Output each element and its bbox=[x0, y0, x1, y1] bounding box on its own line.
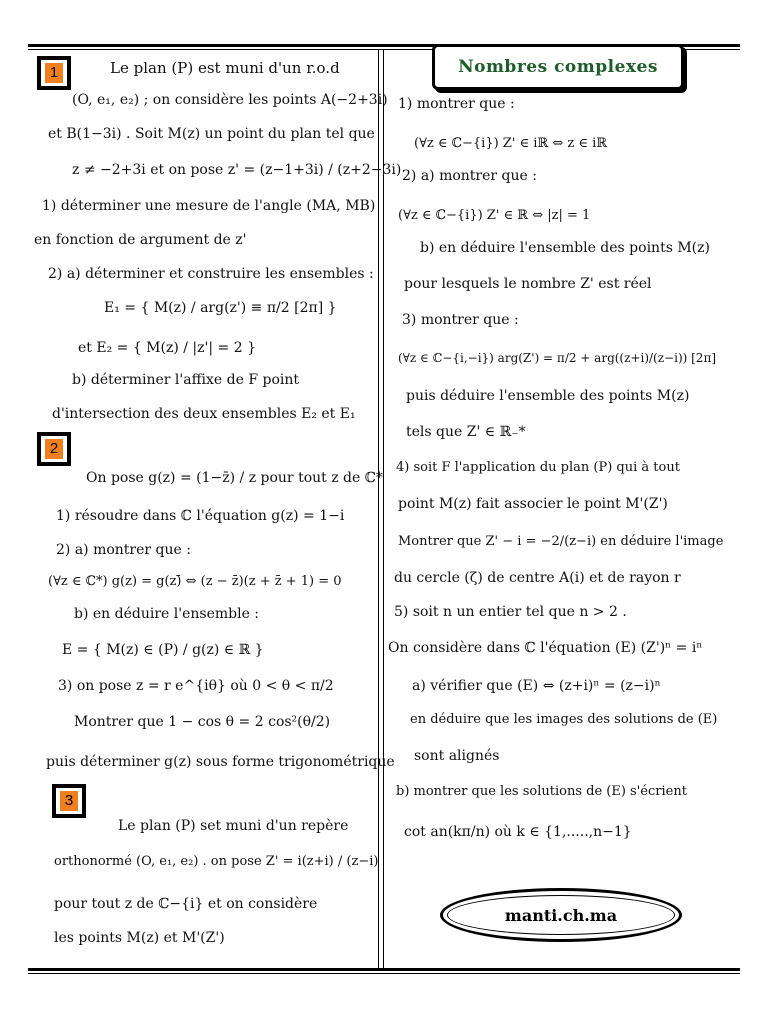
ex3-points: les points M(z) et M'(Z') bbox=[54, 930, 225, 946]
r-question-2b: b) en déduire l'ensemble des points M(z) bbox=[420, 240, 710, 256]
badge-number: 1 bbox=[45, 63, 63, 83]
ex2-question-2a: 2) a) montrer que : bbox=[56, 542, 191, 558]
column-divider-left bbox=[378, 50, 379, 968]
r-argument-relation: (∀z ∈ ℂ−{i,−i}) arg(Z') = π/2 + arg((z+i)/(z−i)) [2π] bbox=[398, 351, 717, 365]
ex2-question-2b: b) en déduire l'ensemble : bbox=[74, 606, 260, 622]
r-question-5b: b) montrer que les solutions de (E) s'écrient bbox=[396, 784, 687, 799]
ex1-question-2b: b) déterminer l'affixe de F point bbox=[72, 372, 300, 388]
r-question-4-image: Montrer que Z' − i = −2/(z−i) en déduire l'image bbox=[398, 534, 724, 549]
bottom-rule-thick bbox=[28, 968, 740, 971]
r-question-2a: 2) a) montrer que : bbox=[402, 168, 537, 184]
r-question-4-cont: point M(z) fait associer le point M'(Z') bbox=[398, 496, 668, 512]
ex2-intro: On pose g(z) = (1−z̄) / z pour tout z de ℂ* bbox=[86, 470, 383, 486]
ex1-set-e2: et E₂ = { M(z) / |z'| = 2 } bbox=[78, 340, 256, 356]
r-question-2b-cont: pour lesquels le nombre Z' est réel bbox=[404, 276, 652, 292]
site-label: manti.ch.ma bbox=[440, 888, 682, 942]
r-question-4: 4) soit F l'application du plan (P) qui à tout bbox=[396, 460, 680, 475]
ex3-domain: pour tout z de ℂ−{i} et on considère bbox=[54, 896, 318, 912]
ex2-trig-form: puis déterminer g(z) sous forme trigonométrique bbox=[46, 754, 395, 770]
ex1-definition: z ≠ −2+3i et on pose z' = (z−1+3i) / (z+2−3i) bbox=[72, 162, 402, 178]
ex1-set-e1: E₁ = { M(z) / arg(z') ≡ π/2 [2π] } bbox=[104, 300, 337, 316]
r-equivalence-1: (∀z ∈ ℂ−{i}) Z' ∈ iℝ ⇔ z ∈ iℝ bbox=[414, 136, 608, 151]
ex2-question-1: 1) résoudre dans ℂ l'équation g(z) = 1−i bbox=[56, 508, 345, 524]
r-question-1: 1) montrer que : bbox=[398, 96, 515, 112]
badge-number: 2 bbox=[45, 439, 63, 459]
exercise-3-badge bbox=[52, 784, 86, 818]
r-question-3-cont: puis déduire l'ensemble des points M(z) bbox=[406, 388, 690, 404]
r-question-5a-end: sont alignés bbox=[414, 748, 500, 764]
exercise-1-badge bbox=[37, 56, 71, 90]
ex1-question-1-cont: en fonction de argument de z' bbox=[34, 232, 247, 248]
r-question-4-circle: du cercle (ζ) de centre A(i) et de rayon r bbox=[394, 570, 681, 586]
r-question-3: 3) montrer que : bbox=[402, 312, 519, 328]
r-question-3-condition: tels que Z' ∈ ℝ₋* bbox=[406, 424, 526, 440]
ex1-points: et B(1−3i) . Soit M(z) un point du plan tel que bbox=[48, 126, 375, 142]
ex1-question-2a: 2) a) déterminer et construire les ensembles : bbox=[48, 266, 374, 282]
r-question-5a: a) vérifier que (E) ⇔ (z+i)ⁿ = (z−i)ⁿ bbox=[412, 678, 661, 694]
ex1-intro: Le plan (P) est muni d'un r.o.d bbox=[110, 59, 340, 77]
ex2-identity: Montrer que 1 − cos θ = 2 cos²(θ/2) bbox=[74, 714, 331, 730]
bottom-rule-thin bbox=[28, 973, 740, 974]
worksheet-title: Nombres complexes bbox=[432, 44, 684, 90]
r-question-5a-cont: en déduire que les images des solutions de (E) bbox=[410, 712, 718, 727]
ex2-equivalence: (∀z ∈ ℂ*) g(z) = g(z)̄ ⇔ (z − z̄)(z + z̄ + 1) = 0 bbox=[48, 574, 342, 589]
ex1-question-2b-cont: d'intersection des deux ensembles E₂ et E₁ bbox=[52, 406, 356, 422]
column-divider-right bbox=[383, 50, 384, 968]
ex3-intro: Le plan (P) set muni d'un repère bbox=[118, 818, 349, 834]
ex1-frame: (O, e₁, e₂) ; on considère les points A(−2+3i) bbox=[72, 92, 388, 108]
r-solutions: cot an(kπ/n) où k ∈ {1,.....,n−1} bbox=[404, 824, 632, 840]
ex1-question-1: 1) déterminer une mesure de l'angle (MA, MB) bbox=[42, 198, 376, 214]
ex2-set-e: E = { M(z) ∈ (P) / g(z) ∈ ℝ } bbox=[62, 642, 264, 658]
r-question-5: 5) soit n un entier tel que n > 2 . bbox=[394, 604, 627, 620]
r-equivalence-2: (∀z ∈ ℂ−{i}) Z' ∈ ℝ ⇔ |z| = 1 bbox=[398, 208, 591, 223]
exercise-2-badge bbox=[37, 432, 71, 466]
ex3-definition: orthonormé (O, e₁, e₂) . on pose Z' = i(z+i) / (z−i) bbox=[54, 854, 379, 869]
ex2-question-3: 3) on pose z = r e^{iθ} où 0 < θ < π/2 bbox=[58, 678, 334, 694]
badge-number: 3 bbox=[60, 791, 78, 811]
r-equation-e: On considère dans ℂ l'équation (E) (Z')ⁿ = iⁿ bbox=[388, 640, 703, 656]
